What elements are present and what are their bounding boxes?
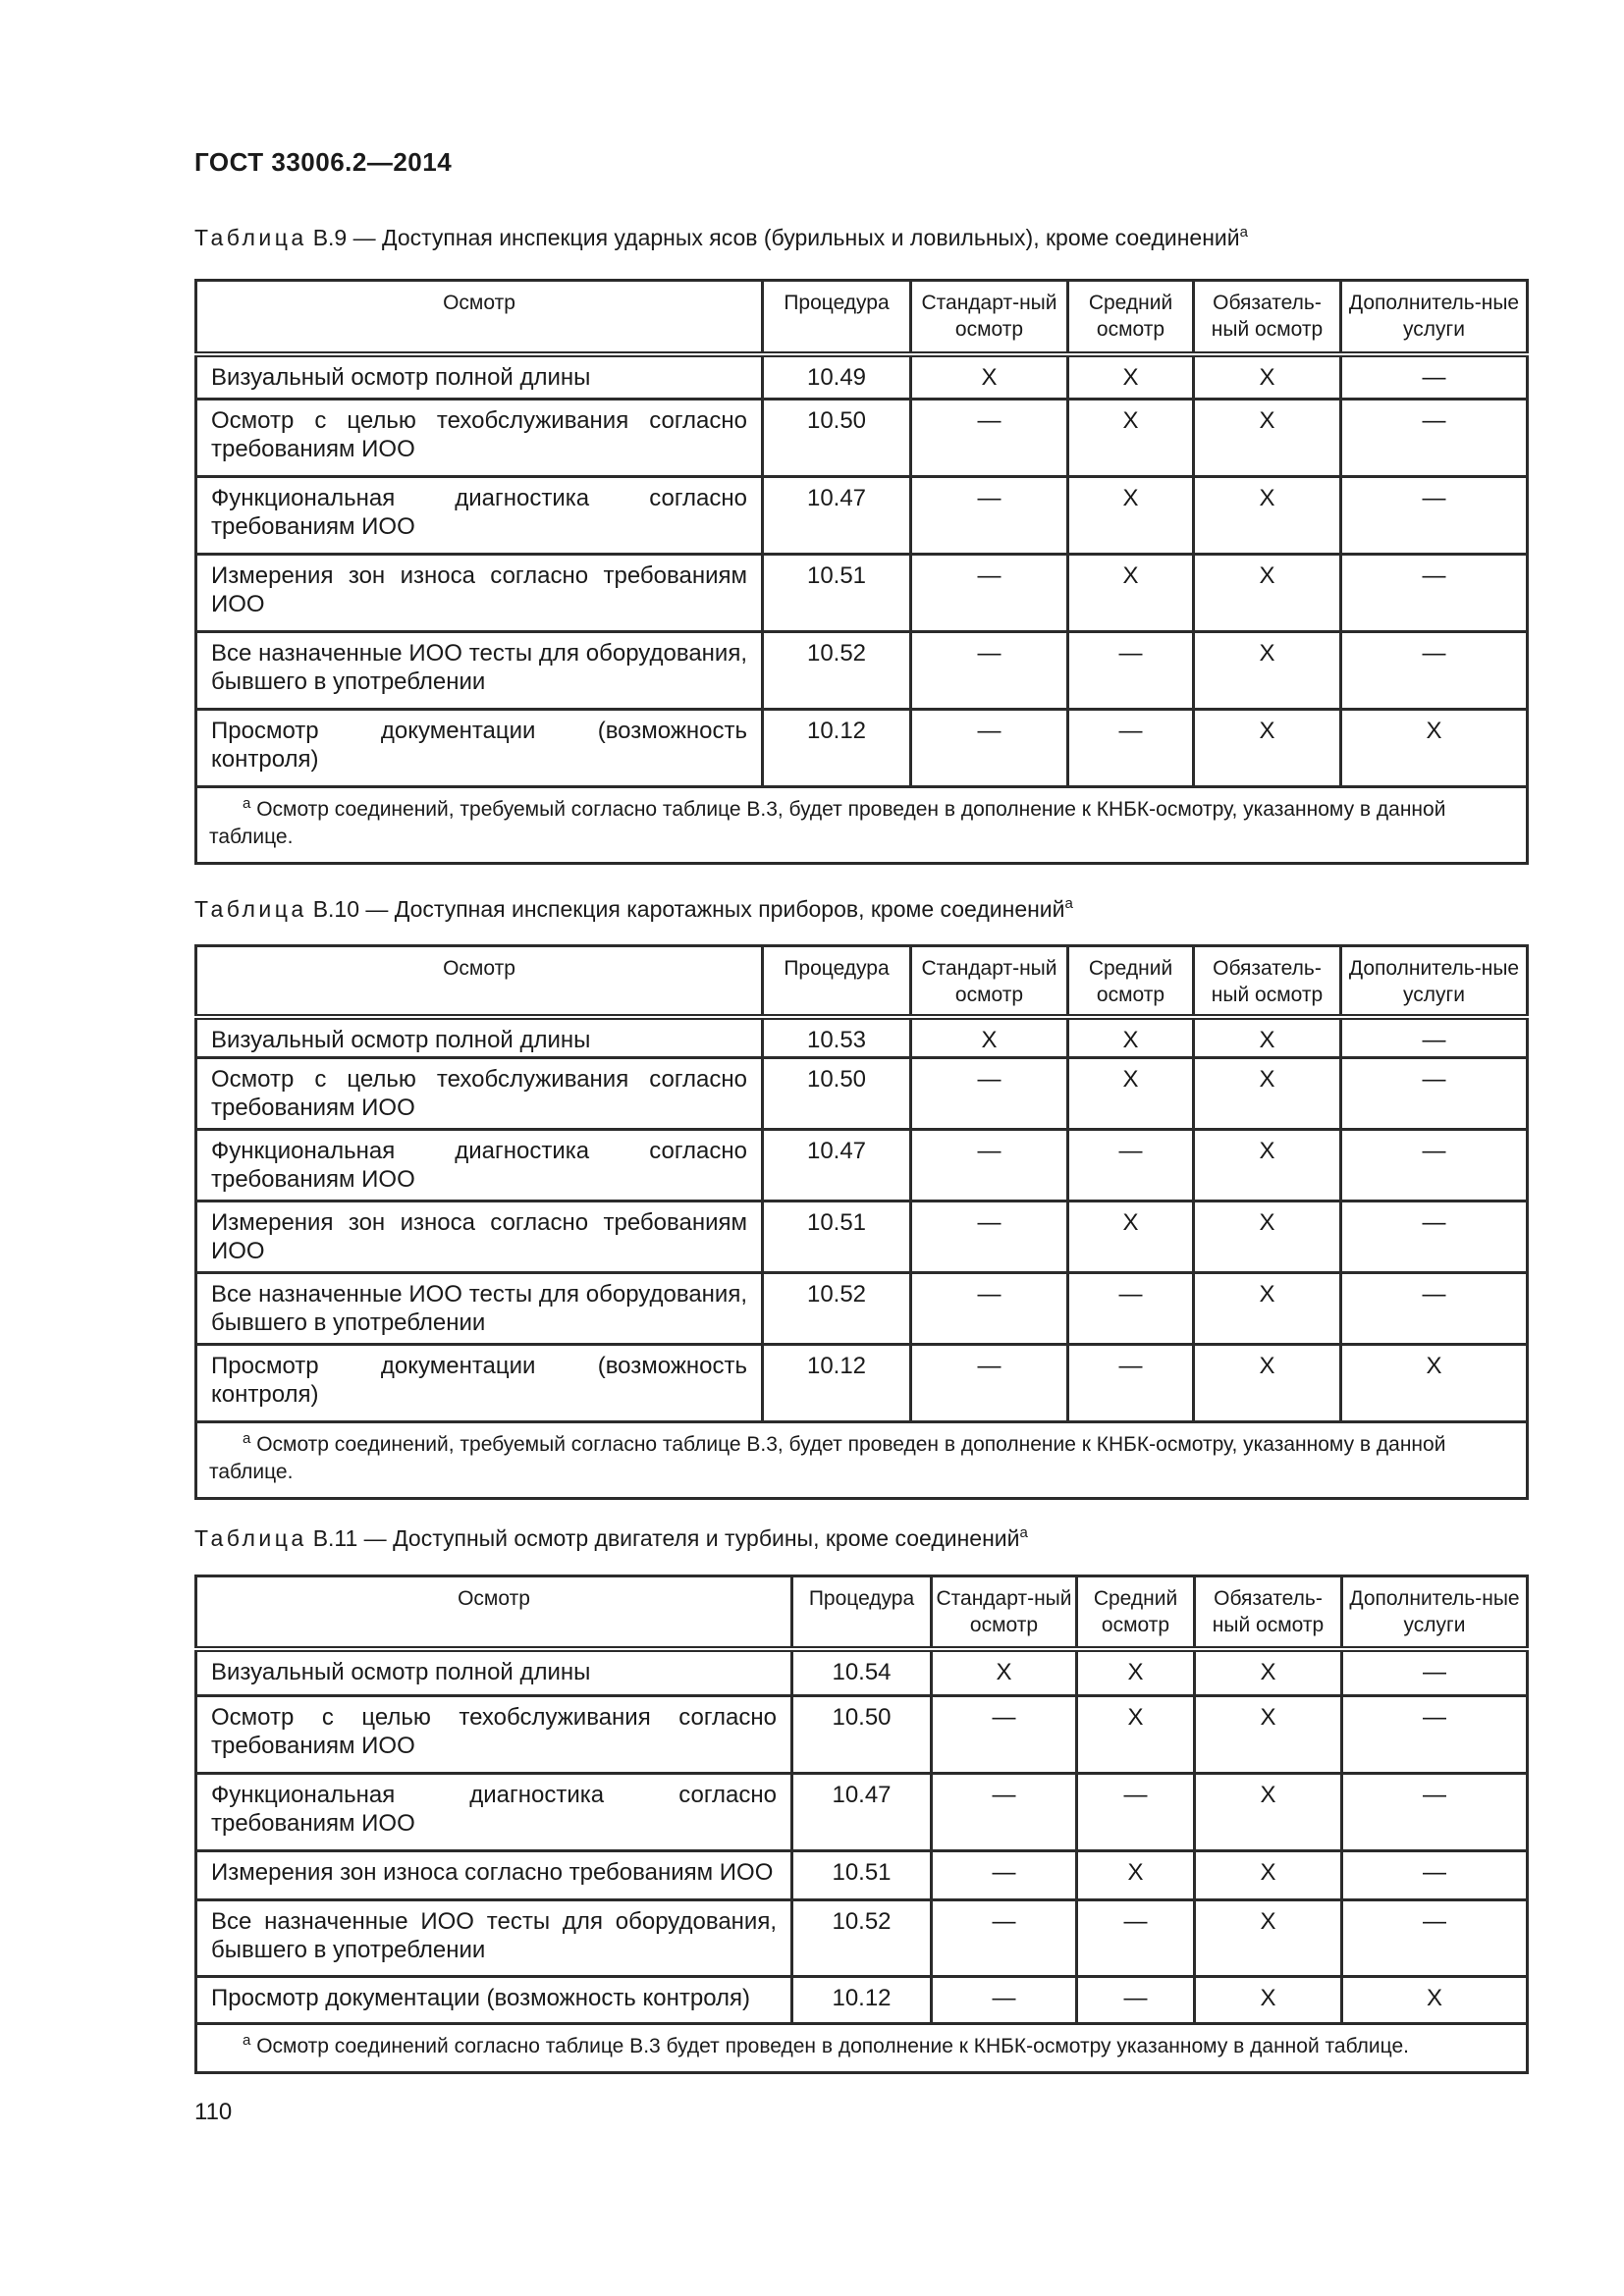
footnote-mark: a [243, 2032, 251, 2049]
cell-medium: — [1068, 1273, 1194, 1345]
cell-additional: — [1341, 1017, 1528, 1058]
cell-additional: — [1341, 400, 1528, 477]
cell-procedure: 10.12 [792, 1977, 932, 2024]
cell-name: Просмотр документации (возможность контроля) [196, 710, 763, 787]
table-footnote-row [196, 787, 1528, 864]
caption-footnote-mark: a [1064, 895, 1073, 912]
table-row [196, 710, 1528, 787]
cell-standard: — [911, 1058, 1068, 1130]
cell-standard: — [932, 1900, 1077, 1977]
cell-procedure: 10.52 [763, 1273, 911, 1345]
cell-medium: — [1077, 1774, 1195, 1851]
table-footnote-row [196, 1422, 1528, 1499]
cell-standard: — [911, 1273, 1068, 1345]
table-row [196, 1017, 1528, 1058]
cell-standard: — [911, 400, 1068, 477]
cell-name: Просмотр документации (возможность контроля) [196, 1977, 792, 2024]
caption-word: Таблица [194, 1525, 307, 1551]
cell-mandatory: X [1195, 1649, 1342, 1696]
table-row [196, 1696, 1528, 1774]
col-header-inspection: Осмотр [196, 281, 763, 354]
cell-medium: — [1068, 1345, 1194, 1422]
document-header: ГОСТ 33006.2—2014 [194, 147, 453, 177]
table-row [196, 1900, 1528, 1977]
cell-name: Осмотр с целью техобслуживания согласно требованиям ИОО [196, 1058, 763, 1130]
cell-procedure: 10.50 [763, 400, 911, 477]
caption-word: Таблица [194, 225, 307, 250]
caption-word: Таблица [194, 896, 307, 922]
cell-additional: — [1341, 1201, 1528, 1273]
col-header-procedure: Процедура [763, 281, 911, 354]
table-row [196, 632, 1528, 710]
cell-name: Функциональная диагностика согласно требованиям ИОО [196, 477, 763, 555]
cell-mandatory: X [1194, 1017, 1341, 1058]
cell-mandatory: X [1194, 1130, 1341, 1201]
cell-name: Все назначенные ИОО тесты для оборудования, бывшего в употреблении [196, 632, 763, 710]
cell-procedure: 10.47 [763, 1130, 911, 1201]
col-header-medium: Средний осмотр [1068, 946, 1194, 1017]
table-caption-b9 [194, 224, 1248, 251]
cell-additional: — [1341, 477, 1528, 555]
cell-procedure: 10.51 [792, 1851, 932, 1900]
cell-standard: — [932, 1851, 1077, 1900]
table-row [196, 555, 1528, 632]
cell-medium: X [1068, 1201, 1194, 1273]
table-row [196, 1345, 1528, 1422]
table-row [196, 1058, 1528, 1130]
footnote-text: Осмотр соединений, требуемый согласно таблице В.3, будет проведен в дополнение к КНБК-осмотру, указанному в данной таблице. [209, 798, 1446, 848]
cell-mandatory: X [1194, 710, 1341, 787]
cell-procedure: 10.53 [763, 1017, 911, 1058]
cell-medium: X [1077, 1696, 1195, 1774]
cell-medium: X [1077, 1649, 1195, 1696]
col-header-additional: Дополнитель-ные услуги [1341, 946, 1528, 1017]
cell-additional: X [1341, 1345, 1528, 1422]
col-header-procedure: Процедура [763, 946, 911, 1017]
cell-additional: — [1342, 1649, 1528, 1696]
cell-medium: X [1068, 354, 1194, 400]
cell-standard: — [932, 1774, 1077, 1851]
cell-medium: — [1068, 1130, 1194, 1201]
cell-medium: X [1068, 555, 1194, 632]
cell-mandatory: X [1195, 1696, 1342, 1774]
cell-procedure: 10.51 [763, 1201, 911, 1273]
cell-name: Осмотр с целью техобслуживания согласно требованиям ИОО [196, 1696, 792, 1774]
cell-standard: — [911, 477, 1068, 555]
footnote-mark: a [243, 1430, 251, 1447]
col-header-medium: Средний осмотр [1068, 281, 1194, 354]
cell-additional: X [1342, 1977, 1528, 2024]
table-row [196, 1977, 1528, 2024]
cell-name: Визуальный осмотр полной длины [196, 1649, 792, 1696]
col-header-mandatory: Обязатель-ный осмотр [1195, 1576, 1342, 1649]
cell-name: Функциональная диагностика согласно требованиям ИОО [196, 1774, 792, 1851]
cell-additional: — [1341, 1130, 1528, 1201]
caption-footnote-mark: a [1019, 1524, 1028, 1541]
cell-standard: — [932, 1696, 1077, 1774]
col-header-inspection: Осмотр [196, 1576, 792, 1649]
cell-name: Осмотр с целью техобслуживания согласно требованиям ИОО [196, 400, 763, 477]
cell-medium: — [1077, 1977, 1195, 2024]
table-row [196, 400, 1528, 477]
cell-mandatory: X [1194, 1201, 1341, 1273]
page-number: 110 [194, 2099, 233, 2125]
table-row [196, 477, 1528, 555]
cell-medium: X [1068, 1058, 1194, 1130]
cell-mandatory: X [1194, 477, 1341, 555]
table-row [196, 1851, 1528, 1900]
cell-medium: X [1068, 477, 1194, 555]
cell-mandatory: X [1195, 1900, 1342, 1977]
cell-additional: — [1341, 1273, 1528, 1345]
caption-text: В.10 — Доступная инспекция каротажных приборов, кроме соединений [312, 896, 1065, 922]
cell-standard: — [911, 555, 1068, 632]
table-footnote [196, 2024, 1528, 2073]
table-caption-b11 [194, 1524, 1028, 1552]
cell-mandatory: X [1194, 1345, 1341, 1422]
cell-procedure: 10.50 [763, 1058, 911, 1130]
cell-standard: — [911, 632, 1068, 710]
cell-name: Измерения зон износа согласно требованиям ИОО [196, 1201, 763, 1273]
cell-medium: X [1068, 400, 1194, 477]
col-header-standard: Стандарт-ный осмотр [911, 281, 1068, 354]
cell-mandatory: X [1194, 354, 1341, 400]
cell-name: Все назначенные ИОО тесты для оборудования, бывшего в употреблении [196, 1900, 792, 1977]
cell-medium: — [1068, 632, 1194, 710]
cell-medium: X [1068, 1017, 1194, 1058]
cell-medium: — [1068, 710, 1194, 787]
cell-procedure: 10.52 [792, 1900, 932, 1977]
cell-standard: — [911, 1345, 1068, 1422]
col-header-standard: Стандарт-ный осмотр [932, 1576, 1077, 1649]
cell-name: Измерения зон износа согласно требованиям ИОО [196, 555, 763, 632]
caption-text: В.11 — Доступный осмотр двигателя и турбины, кроме соединений [312, 1525, 1020, 1551]
cell-additional: — [1342, 1851, 1528, 1900]
cell-procedure: 10.52 [763, 632, 911, 710]
cell-procedure: 10.47 [763, 477, 911, 555]
cell-mandatory: X [1194, 1058, 1341, 1130]
cell-additional: — [1342, 1774, 1528, 1851]
cell-additional: — [1342, 1696, 1528, 1774]
cell-procedure: 10.12 [763, 710, 911, 787]
col-header-additional: Дополнитель-ные услуги [1341, 281, 1528, 354]
table-header-row [196, 946, 1528, 1017]
cell-standard: — [911, 1201, 1068, 1273]
cell-procedure: 10.49 [763, 354, 911, 400]
col-header-inspection: Осмотр [196, 946, 763, 1017]
cell-mandatory: X [1195, 1977, 1342, 2024]
cell-standard: — [911, 1130, 1068, 1201]
cell-procedure: 10.51 [763, 555, 911, 632]
cell-additional: — [1341, 354, 1528, 400]
table-row [196, 354, 1528, 400]
cell-mandatory: X [1194, 632, 1341, 710]
cell-additional: — [1341, 1058, 1528, 1130]
cell-mandatory: X [1194, 400, 1341, 477]
cell-mandatory: X [1194, 1273, 1341, 1345]
col-header-mandatory: Обязатель-ный осмотр [1194, 946, 1341, 1017]
table-footnote [196, 787, 1528, 864]
cell-mandatory: X [1195, 1774, 1342, 1851]
cell-procedure: 10.54 [792, 1649, 932, 1696]
cell-name: Измерения зон износа согласно требованиям ИОО [196, 1851, 792, 1900]
cell-medium: X [1077, 1851, 1195, 1900]
cell-standard: X [911, 1017, 1068, 1058]
table-caption-b10 [194, 895, 1073, 923]
cell-name: Визуальный осмотр полной длины [196, 1017, 763, 1058]
cell-procedure: 10.47 [792, 1774, 932, 1851]
cell-standard: — [932, 1977, 1077, 2024]
cell-additional: — [1341, 632, 1528, 710]
caption-footnote-mark: a [1239, 224, 1248, 240]
col-header-procedure: Процедура [792, 1576, 932, 1649]
cell-medium: — [1077, 1900, 1195, 1977]
table-row [196, 1774, 1528, 1851]
cell-additional: X [1341, 710, 1528, 787]
cell-procedure: 10.50 [792, 1696, 932, 1774]
caption-text: В.9 — Доступная инспекция ударных ясов (бурильных и ловильных), кроме соединений [312, 225, 1240, 250]
cell-procedure: 10.12 [763, 1345, 911, 1422]
cell-standard: — [911, 710, 1068, 787]
table-header-row [196, 281, 1528, 354]
table-b10 [194, 944, 1529, 1500]
table-row [196, 1130, 1528, 1201]
footnote-text: Осмотр соединений согласно таблице В.3 будет проведен в дополнение к КНБК-осмотру указанному в данной таблице. [256, 2035, 1409, 2057]
cell-mandatory: X [1194, 555, 1341, 632]
cell-name: Визуальный осмотр полной длины [196, 354, 763, 400]
table-footnote-row [196, 2024, 1528, 2073]
table-row [196, 1201, 1528, 1273]
table-b9 [194, 279, 1529, 865]
cell-mandatory: X [1195, 1851, 1342, 1900]
footnote-text: Осмотр соединений, требуемый согласно таблице В.3, будет проведен в дополнение к КНБК-осмотру, указанному в данной таблице. [209, 1433, 1446, 1483]
table-header-row [196, 1576, 1528, 1649]
cell-name: Все назначенные ИОО тесты для оборудования, бывшего в употреблении [196, 1273, 763, 1345]
cell-name: Просмотр документации (возможность контроля) [196, 1345, 763, 1422]
col-header-standard: Стандарт-ный осмотр [911, 946, 1068, 1017]
table-footnote [196, 1422, 1528, 1499]
footnote-mark: a [243, 795, 251, 812]
cell-additional: — [1341, 555, 1528, 632]
table-row [196, 1273, 1528, 1345]
col-header-mandatory: Обязатель-ный осмотр [1194, 281, 1341, 354]
table-b11 [194, 1575, 1529, 2074]
cell-standard: X [911, 354, 1068, 400]
col-header-additional: Дополнитель-ные услуги [1342, 1576, 1528, 1649]
cell-additional: — [1342, 1900, 1528, 1977]
col-header-medium: Средний осмотр [1077, 1576, 1195, 1649]
cell-name: Функциональная диагностика согласно требованиям ИОО [196, 1130, 763, 1201]
cell-standard: X [932, 1649, 1077, 1696]
table-row [196, 1649, 1528, 1696]
